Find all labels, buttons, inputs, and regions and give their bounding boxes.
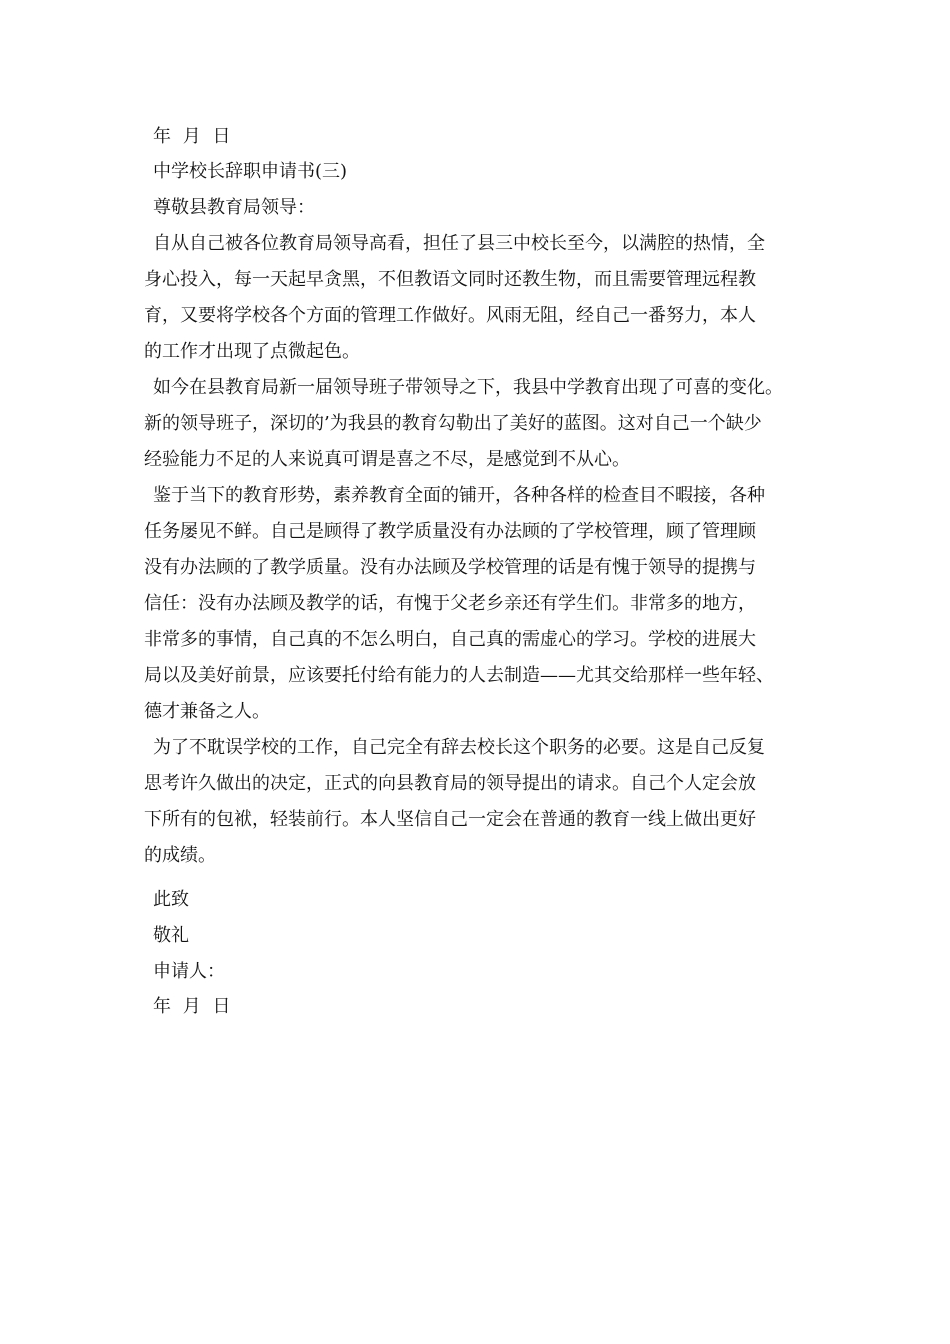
body-line: 育，又要将学校各个方面的管理工作做好。风雨无阻，经自己一番努力，本人 [144, 305, 756, 326]
body-line: 自从自己被各位教育局领导高看，担任了县三中校长至今，以满腔的热情，全 [153, 233, 765, 254]
body-line: 思考许久做出的决定，正式的向县教育局的领导提出的请求。自己个人定会放 [144, 773, 756, 794]
body-line: 局以及美好前景，应该要托付给有能力的人去制造——尤其交给那样一些年轻、 [144, 665, 774, 686]
body-line: 下所有的包袱，轻装前行。本人坚信自己一定会在普通的教育一线上做出更好 [144, 809, 756, 830]
body-line: 的成绩。 [144, 845, 216, 866]
date-line-bottom: 年 月 日 [153, 996, 231, 1017]
body-line: 新的领导班子，深切的’为我县的教育勾勒出了美好的蓝图。这对自己一个缺少 [144, 413, 762, 434]
closing-salute: 敬礼 [153, 925, 189, 946]
body-line: 任务屡见不鲜。自己是顾得了教学质量没有办法顾的了学校管理，顾了管理顾 [144, 521, 756, 542]
body-line: 鉴于当下的教育形势，素养教育全面的铺开，各种各样的检查目不暇接，各种 [153, 485, 765, 506]
body-line: 信任：没有办法顾及教学的话，有愧于父老乡亲还有学生们。非常多的地方， [144, 593, 756, 614]
salutation: 尊敬县教育局领导： [153, 197, 315, 218]
applicant-label: 申请人： [153, 961, 225, 982]
body-line: 的工作才出现了点微起色。 [144, 341, 360, 362]
body-line: 身心投入，每一天起早贪黑，不但教语文同时还教生物，而且需要管理远程教 [144, 269, 756, 290]
body-line: 没有办法顾的了教学质量。没有办法顾及学校管理的话是有愧于领导的提携与 [144, 557, 756, 578]
letter-title: 中学校长辞职申请书(三) [153, 161, 348, 182]
body-line: 为了不耽误学校的工作，自己完全有辞去校长这个职务的必要。这是自己反复 [153, 737, 765, 758]
body-line: 德才兼备之人。 [144, 701, 270, 722]
closing-line: 此致 [153, 889, 189, 910]
body-line: 如今在县教育局新一届领导班子带领导之下，我县中学教育出现了可喜的变化。 [153, 377, 783, 398]
body-line: 经验能力不足的人来说真可谓是喜之不尽，是感觉到不从心。 [144, 449, 630, 470]
date-line-top: 年 月 日 [153, 126, 231, 147]
body-line: 非常多的事情，自己真的不怎么明白，自己真的需虚心的学习。学校的进展大 [144, 629, 756, 650]
